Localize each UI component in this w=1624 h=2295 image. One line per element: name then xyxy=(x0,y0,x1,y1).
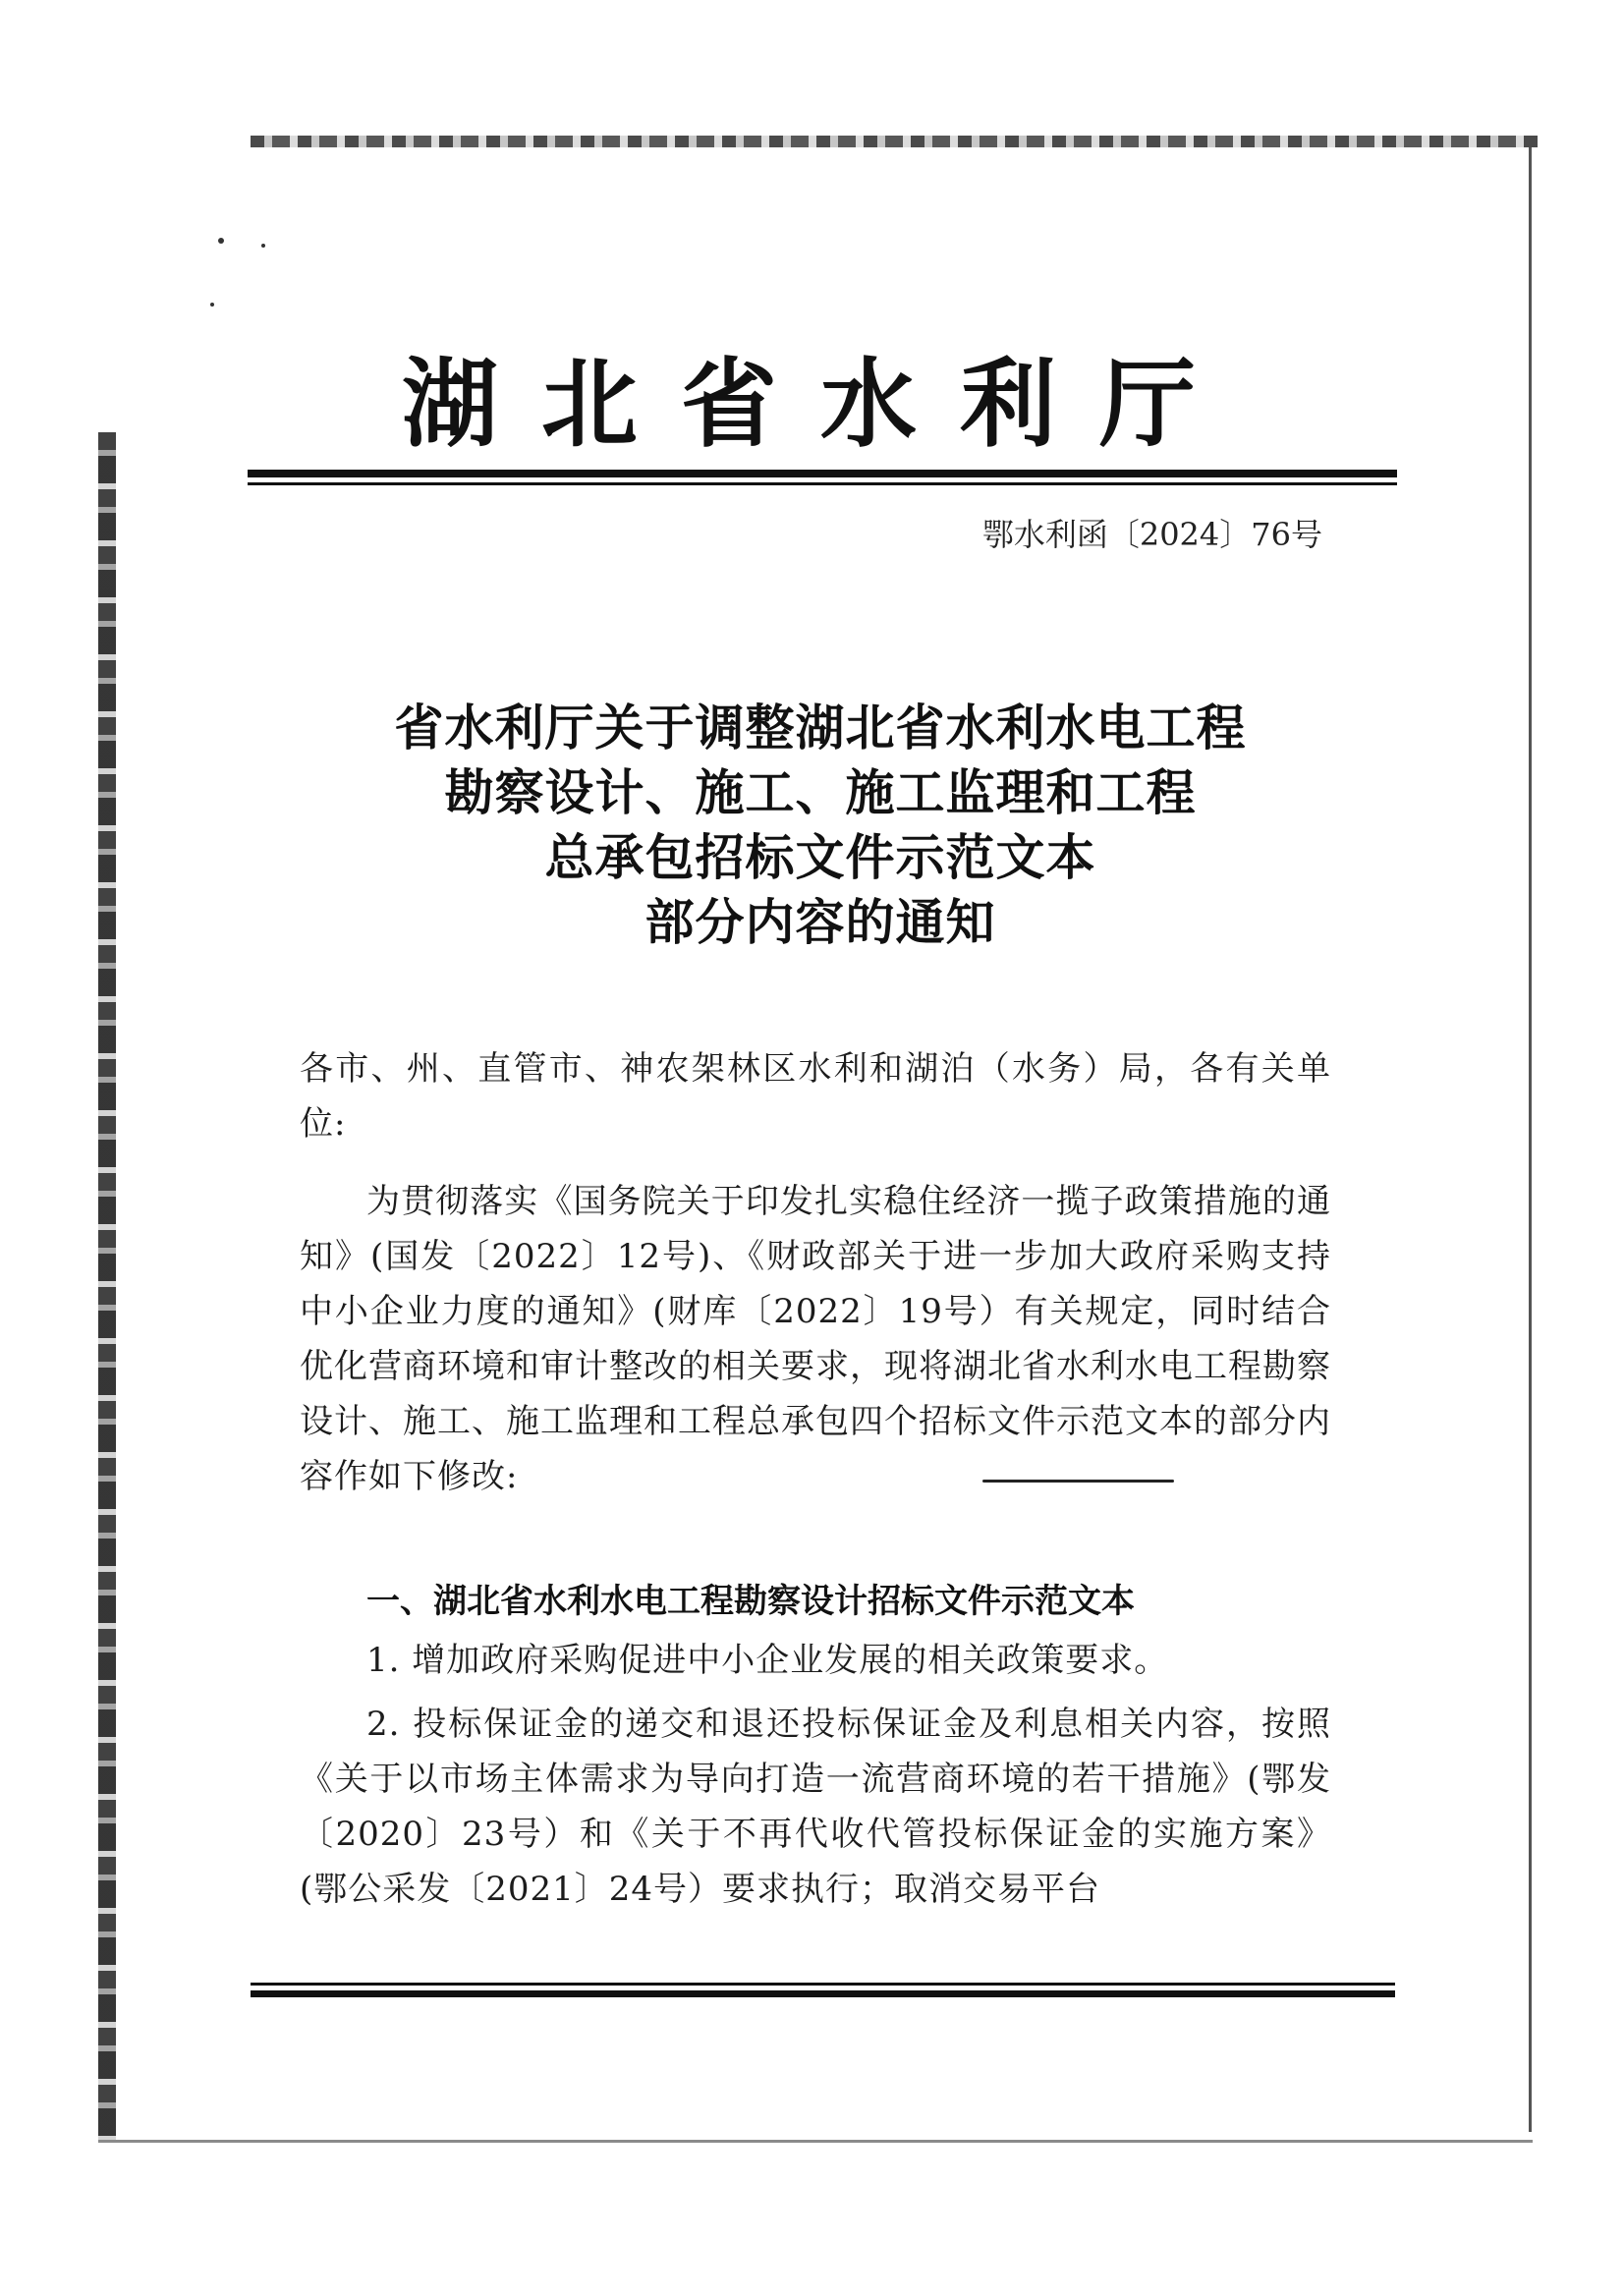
title-line: 勘察设计、施工、施工监理和工程 xyxy=(444,764,1197,821)
document-number: 鄂水利函〔2024〕76号 xyxy=(981,516,1322,553)
masthead-rule-thick xyxy=(248,470,1397,477)
list-item: 1. 增加政府采购促进中小企业发展的相关政策要求。 xyxy=(366,1641,1169,1680)
section-heading: 一、湖北省水利水电工程勘察设计招标文件示范文本 xyxy=(366,1582,1135,1621)
scan-bottom-edge xyxy=(98,2140,1533,2143)
scan-speck xyxy=(261,244,265,248)
scan-top-edge xyxy=(251,136,1538,147)
document-title xyxy=(246,696,1395,955)
title-line: 部分内容的通知 xyxy=(644,894,996,951)
title-line: 总承包招标文件示范文本 xyxy=(544,829,1096,886)
footer-rule-thick xyxy=(251,1990,1395,1997)
scan-left-edge xyxy=(98,432,116,2142)
list-item: 2. 投标保证金的递交和退还投标保证金及利息相关内容，按照《关于以市场主体需求为导向打造一流营商环境的若干措施》(鄂发〔2020〕23号）和《关于不再代收代管投标保证金的实施方案》(鄂公采发〔2021〕24号）要求执行；取消交易平台 xyxy=(300,1705,1331,1909)
scan-right-edge xyxy=(1529,147,1532,2132)
scan-speck xyxy=(210,303,214,307)
handwritten-underline xyxy=(982,1480,1174,1483)
intro-paragraph: 为贯彻落实《国务院关于印发扎实稳住经济一揽子政策措施的通知》(国发〔2022〕12号)、《财政部关于进一步加大政府采购支持中小企业力度的通知》(财库〔2022〕19号）有关规定，同时结合优化营商环境和审计整改的相关要求，现将湖北省水利水电工程勘察设计、施工、施工监理和工程总承包四个招标文件示范文本的部分内容作如下修改: xyxy=(300,1182,1331,1496)
title-line: 省水利厅关于调整湖北省水利水电工程 xyxy=(394,700,1247,756)
footer-rule-thin xyxy=(251,1983,1395,1986)
scan-speck xyxy=(218,238,224,244)
salutation: 各市、州、直管市、神农架林区水利和湖泊（水务）局，各有关单位: xyxy=(300,1049,1331,1144)
masthead-rule-thin xyxy=(248,482,1397,485)
masthead-title: 湖北省水利厅 xyxy=(401,348,1239,461)
